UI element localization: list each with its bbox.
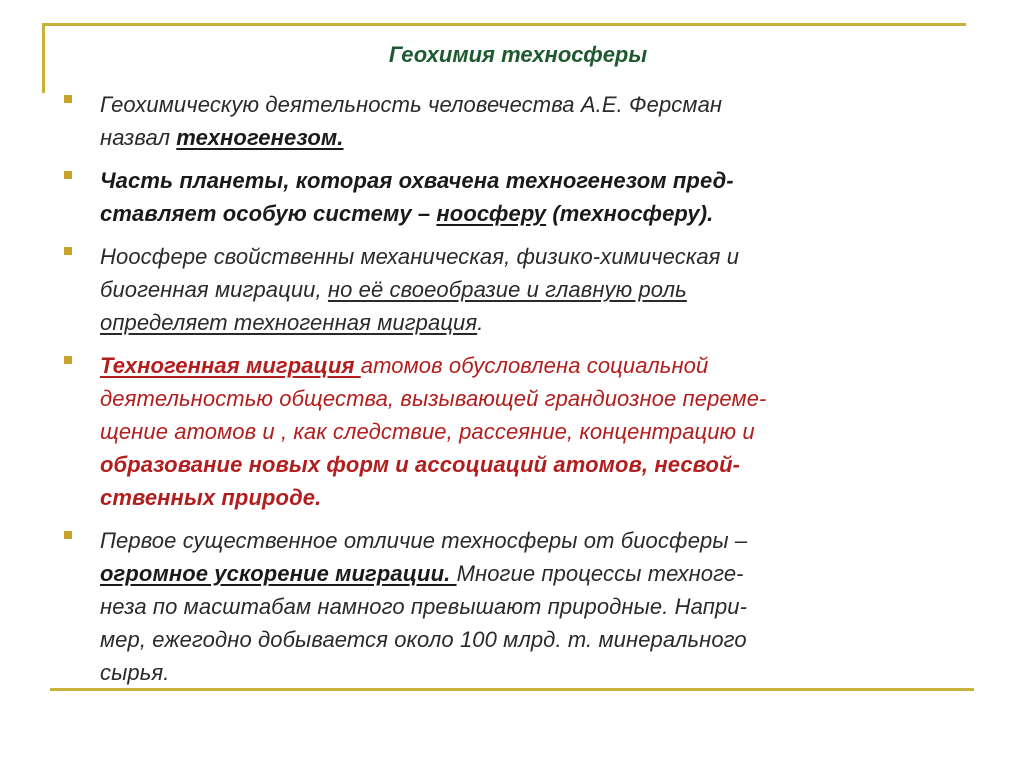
bullet-3-period: . — [477, 310, 484, 335]
bullet-3-line-2 — [100, 273, 958, 306]
bullet-5-line-1: Первое существенное отличие техносферы от биосферы – — [100, 528, 748, 553]
bullet-list — [58, 88, 958, 699]
bullet-2-text: ставляет особую систему – — [100, 201, 437, 226]
bullet-5-line-3: неза по масштабам намного превышают природные. Напри- — [100, 594, 748, 619]
term-technogenesis: техногенезом. — [176, 125, 344, 150]
bullet-1-line-1: Геохимическую деятельность человечества А.Е. Ферсман — [100, 92, 723, 117]
bullet-4-line-2: деятельностью общества, вызывающей грандиозное переме- — [100, 386, 767, 411]
bullet-4-line-5: ственных природе. — [100, 485, 322, 510]
bullet-item-1 — [58, 88, 958, 154]
square-bullet-icon — [64, 531, 72, 539]
bullet-4-text: атомов обусловлена социальной — [360, 353, 709, 378]
underlined-phrase: но её своеобразие и главную роль — [327, 277, 687, 302]
bullet-item-3 — [58, 240, 958, 339]
bullet-5-line-2 — [100, 557, 958, 590]
bullet-2-line-1: Часть планеты, которая охвачена техногенезом пред- — [100, 168, 734, 193]
bullet-5-line-4: мер, ежегодно добывается около 100 млрд. т. минерального — [100, 627, 747, 652]
bullet-4-line-1 — [100, 349, 958, 382]
square-bullet-icon — [64, 95, 72, 103]
slide-title: Геохимия техносферы — [388, 42, 648, 67]
top-rule — [42, 23, 966, 26]
bullet-5-text: Многие процессы техноге- — [456, 561, 744, 586]
term-technogenic-migration: Техногенная миграция — [100, 353, 361, 378]
bullet-item-4 — [58, 349, 958, 514]
bullet-2-tail: (техносферу). — [546, 201, 714, 226]
bullet-3-line-3 — [100, 306, 958, 339]
bullet-1-line-2 — [100, 121, 958, 154]
bullet-2-line-2 — [100, 197, 958, 230]
bullet-4-line-4: образование новых форм и ассоциаций атомов, несвой- — [100, 452, 741, 477]
square-bullet-icon — [64, 247, 72, 255]
bullet-1-text: назвал — [100, 125, 177, 150]
square-bullet-icon — [64, 356, 72, 364]
term-migration-acceleration: огромное ускорение миграции. — [100, 561, 457, 586]
bullet-3-line-1: Ноосфере свойственны механическая, физико-химическая и — [100, 244, 740, 269]
term-noosphere: ноосферу — [436, 201, 547, 226]
bullet-3-text: биогенная миграции, — [100, 277, 328, 302]
square-bullet-icon — [64, 171, 72, 179]
bullet-item-2 — [58, 164, 958, 230]
bullet-5-line-5: сырья. — [100, 660, 170, 685]
underlined-phrase: определяет техногенная миграция — [100, 310, 478, 335]
bullet-4-line-3: щение атомов и , как следствие, рассеяние, концентрацию и — [100, 419, 755, 444]
bullet-item-5 — [58, 524, 958, 689]
